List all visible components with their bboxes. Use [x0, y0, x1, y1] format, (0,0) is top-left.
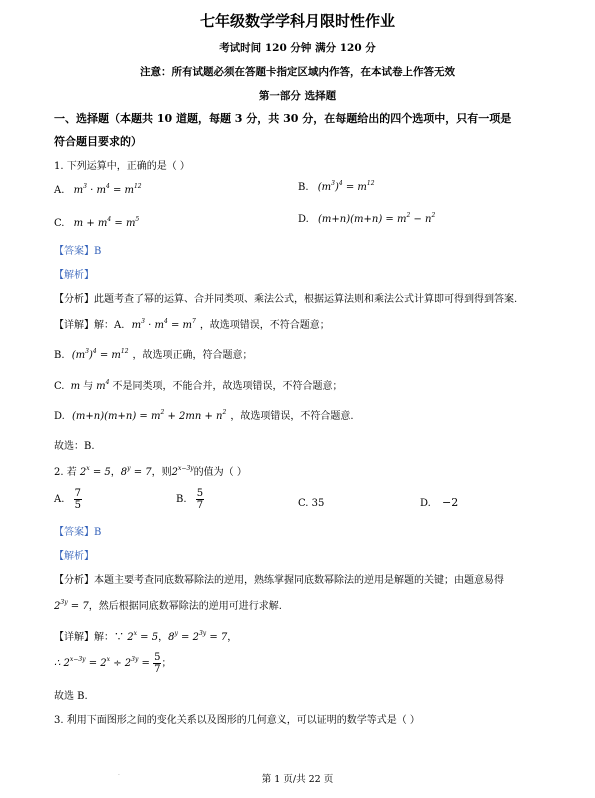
q3-stem: 3. 利用下面图形之间的变化关系以及图形的几何意义，可以证明的数学等式是（ ）: [54, 715, 420, 726]
q2-option-a: [54, 488, 82, 511]
q2-analysis: 【分析】本题主要考查同底数幂除法的逆用，熟练掌握同底数幂除法的逆用是解题的关键；由题意易得: [54, 575, 504, 586]
q1-detail-d-tail: ，故选项错误，不符合题意.: [230, 411, 354, 422]
q1-option-d-formula: $(m+n)(m+n) = m^2 - n^2$: [318, 212, 436, 225]
q2-target: $2^{x-3y}$: [171, 465, 194, 478]
q2-detail: [54, 628, 237, 643]
q2-option-d-value: −2: [442, 496, 459, 509]
q2-analysis-formula: $2^{3y} = 7$: [54, 599, 89, 612]
q2-stem-tail: 的值为（ ）: [193, 467, 247, 478]
q1-detail-d: [54, 407, 354, 422]
q2-option-a-fraction: $\frac{7}{5}$: [74, 488, 81, 511]
q1-detail-b-tail: ，故选项正确，符合题意；: [132, 350, 253, 361]
q1-option-d-label: D.: [298, 214, 309, 225]
q1-detail-c-m: m: [70, 381, 81, 392]
part-heading: 第一部分 选择题: [258, 90, 337, 102]
q1-option-c: [54, 216, 139, 229]
q1-detail-label: 【详解】解：A.: [54, 320, 125, 331]
section-heading-line2: 符合题目要求的）: [54, 135, 142, 148]
q2-option-b-fraction: $\frac{5}{7}$: [196, 488, 204, 511]
q2-option-d-label: D.: [420, 498, 431, 509]
q2-analysis-line2: [54, 597, 282, 612]
q1-option-a-label: A.: [54, 185, 65, 196]
q2-detail-end: ，: [227, 632, 238, 643]
q2-option-b: [176, 488, 204, 511]
section-heading-line1: 一、选择题（本题共 10 道题，每题 3 分，共 30 分，在每题给出的四个选项中，只有一项是: [54, 112, 512, 125]
q1-detail-a-formula: $m^3 \cdot m^4 = m^7$: [131, 318, 196, 331]
page-title: 七年级数学学科月限时性作业: [199, 12, 395, 30]
q2-option-c: C. 35: [298, 498, 325, 509]
q1-detail-c: [54, 377, 342, 392]
q2-cond1: $2^x = 5$: [79, 465, 111, 478]
q2-answer: 【答案】B: [54, 527, 102, 538]
q1-option-b: [298, 180, 375, 193]
q1-option-a: [54, 183, 142, 196]
q1-conclusion: 故选：B.: [54, 441, 95, 452]
q1-stem: 1. 下列运算中，正确的是（ ）: [54, 161, 190, 172]
exam-info: 考试时间 120 分钟 满分 120 分: [219, 42, 376, 54]
q1-detail-a-tail: ，故选项错误，不符合题意；: [199, 320, 330, 331]
q1-detail-c-tail: 不是同类项，不能合并，故选项错误，不符合题意；: [112, 381, 343, 392]
q1-detail-b-label: B.: [54, 350, 65, 361]
q1-detail-a: [54, 316, 330, 331]
q2-stem-mid2: ，则: [151, 467, 172, 478]
q2-therefore-fraction: $\frac{5}{7}$: [154, 652, 161, 675]
q1-option-c-formula: $m + m^4 = m^5$: [73, 216, 140, 229]
q1-option-b-formula: $(m^3)^4 = m^{12}$: [317, 180, 375, 193]
q1-option-d: [298, 212, 435, 225]
q2-option-a-label: A.: [54, 494, 65, 505]
q1-detail-d-label: D.: [54, 411, 65, 422]
q2-option-d: [420, 496, 458, 509]
q1-detail-b: [54, 346, 253, 361]
q2-detail-mid: ，: [158, 632, 169, 643]
q2-option-b-label: B.: [176, 494, 187, 505]
notice: 注意：所有试题必须在答题卡指定区域内作答，在本试卷上作答无效: [140, 66, 455, 78]
q1-option-a-formula: $m^3 \cdot m^4 = m^{12}$: [73, 183, 142, 196]
q2-detail-f2: $8^y = 2^{3y} = 7$: [168, 630, 228, 643]
q1-analysis-title: 【解析】: [54, 270, 94, 281]
q2-therefore: ∴ $2^{x-3y} = 2^x \div 2^{3y}$ = $\frac{5}{7}$ ；: [54, 652, 172, 675]
q1-option-b-label: B.: [298, 182, 309, 193]
q2-cond2: $8^y = 7$: [120, 465, 152, 478]
q2-stem-pre: 2. 若: [54, 467, 77, 478]
page-footer: 第 1 页/共 22 页: [261, 774, 334, 785]
q2-analysis-title: 【解析】: [54, 551, 94, 562]
q2-detail-f1: $2^x = 5$: [127, 630, 159, 643]
q1-detail-c-mid: 与: [83, 381, 94, 392]
q1-answer: 【答案】B: [54, 246, 102, 257]
q1-option-c-label: C.: [54, 218, 65, 229]
q2-stem: [54, 463, 247, 478]
q1-detail-b-formula: $(m^3)^4 = m^{12}$: [71, 348, 129, 361]
q2-stem-mid: ，: [110, 467, 121, 478]
q2-detail-label: 【详解】解：∵: [54, 632, 124, 643]
q1-detail-c-m4: $m^4$: [96, 379, 110, 392]
scan-dot: ·: [118, 772, 120, 779]
q1-detail-d-formula: $(m+n)(m+n) = m^2 + 2mn + n^2$: [72, 409, 227, 422]
q1-analysis: 【分析】此题考查了幂的运算、合并同类项、乘法公式，根据运算法则和乘法公式计算即可得到得到答案.: [54, 294, 518, 305]
q2-analysis-tail: ，然后根据同底数幂除法的逆用可进行求解.: [88, 601, 282, 612]
q2-therefore-formula: ∴ $2^{x-3y} = 2^x \div 2^{3y}$ =: [54, 656, 154, 669]
q1-detail-c-label: C.: [54, 381, 65, 392]
q2-conclusion: 故选 B.: [54, 691, 88, 702]
